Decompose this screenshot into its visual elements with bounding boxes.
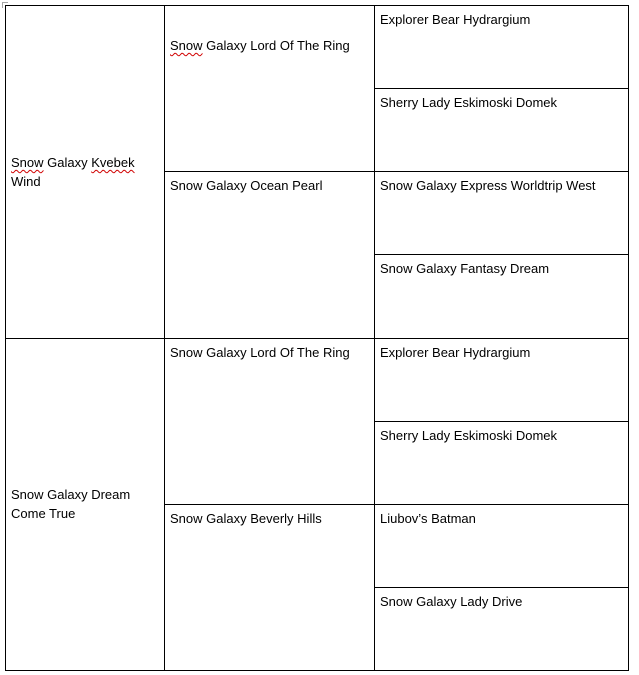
spelling-error-mark: Snow [170,38,203,53]
sire-cell[interactable] [6,6,165,339]
dam-sire-dam-cell[interactable]: Sherry Lady Eskimoski Domek [375,421,629,504]
spelling-error-mark: Snow [11,154,44,170]
dam-sire-cell[interactable]: Snow Galaxy Lord Of The Ring [165,338,375,504]
dam-cell[interactable]: Snow Galaxy Dream Come True [6,338,165,671]
dam-dam-dam-cell[interactable]: Snow Galaxy Lady Drive [375,587,629,670]
sire-sire-dam-cell[interactable]: Sherry Lady Eskimoski Domek [375,89,629,172]
sire-dam-dam-cell[interactable]: Snow Galaxy Fantasy Dream [375,255,629,338]
sire-sire-sire-cell[interactable]: Explorer Bear Hydrargium [375,6,629,89]
sire-dam-sire-cell[interactable]: Snow Galaxy Express Worldtrip West [375,172,629,255]
spelling-error-mark: Kvebek [91,154,135,170]
sire-sire-name: Snow Galaxy Lord Of The Ring [170,38,350,53]
dam-dam-cell[interactable]: Snow Galaxy Beverly Hills [165,504,375,670]
dam-sire-sire-cell[interactable]: Explorer Bear Hydrargium [375,338,629,421]
sire-name: Snow Galaxy Kvebek Wind [11,154,135,189]
sire-dam-cell[interactable]: Snow Galaxy Ocean Pearl [165,172,375,338]
table-row [6,338,629,421]
table-row [6,6,629,89]
sire-sire-cell[interactable] [165,6,375,172]
pedigree-table [5,5,629,671]
dam-dam-sire-cell[interactable]: Liubov’s Batman [375,504,629,587]
